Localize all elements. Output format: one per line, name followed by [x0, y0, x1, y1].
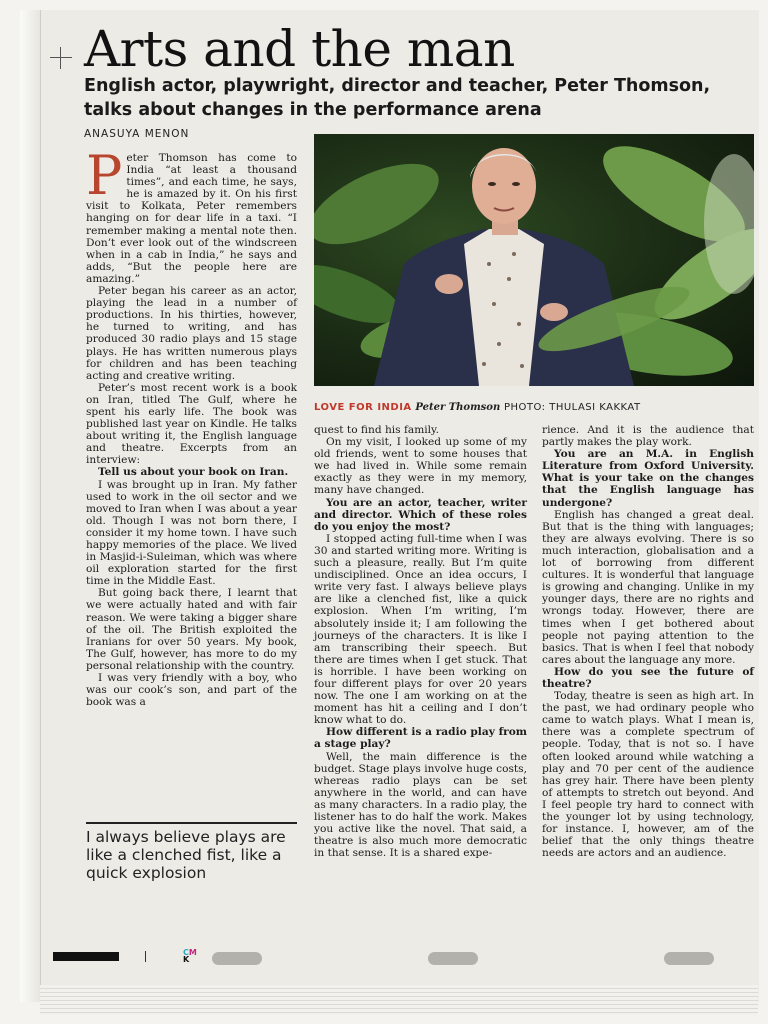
headline: Arts and the man [84, 19, 515, 78]
crop-mark [50, 47, 72, 69]
caption-credit: PHOTO: THULASI KAKKAT [503, 402, 641, 413]
photo-caption [314, 402, 754, 413]
paragraph: Today, theatre is seen as high art. In the past, we had ordinary people who came to watch plays. What I mean is, there was a complete spectrum of people. Today, that is not so. I have often looked around while watching a play and 70 per cent of the audience has grey hair. There have been plenty of attempts to stretch out beyond. And I feel people try hard to connect with the younger lot by using technology, for instance. I, however, am of the belief that the only things theatre needs are actors and an audience. [542, 690, 754, 860]
cmyk-c: C [183, 948, 189, 957]
column-2 [314, 424, 527, 859]
column-1 [86, 144, 297, 709]
page-edge-left [20, 10, 40, 1002]
column-3 [542, 424, 754, 859]
interview-question: How different is a radio play from a stage play? [314, 726, 527, 751]
paragraph: I stopped acting full-time when I was 30 and started writing more. Writing is such a pleasure, really. But I’m quite undisciplined. Once an idea occurs, I write very fast. I always believe plays are like a clenched fist, like a quick explosion. When I’m writing, I’m absolutely inside it; I am following the journeys of the characters. It is like I am transcribing their speech. But there are times when I get stuck. That is horrible. I have been working on four different plays for over 20 years now. The one I am working on at the moment has hit a ceiling and I don’t know what to do. [314, 532, 527, 727]
interview-question: Tell us about your book on Iran. [98, 466, 289, 479]
article-deck: English actor, playwright, director and teacher, Peter Thomson, talks about changes in the performance arena [84, 76, 711, 120]
paragraph: Peter began his career as an actor, playing the lead in a number of productions. In his thirties, however, he turned to writing, and has produced 30 radio plays and 15 stage plays. He has written numerous plays for children and has been teaching acting and creative writing. [86, 285, 297, 382]
paragraph: On my visit, I looked up some of my old friends, went to some houses that we had lived in. While some remain exactly as they were in my memory, many have changed. [314, 436, 527, 497]
paragraph: English has changed a great deal. But that is the thing with languages; they are always evolving. There is so much interaction, globalisation and a lot of borrowing from different cultures. It is wonderful that language is growing and changing. Unlike in my younger days, there are no rights and wrongs today. However, there are times when I get bothered about people not paying attention to the basics. That is when I feel that nobody cares about the language any more. [542, 508, 754, 666]
interview-question: You are an M.A. in English Literature from Oxford University. What is your take on the changes that the English language has undergone? [542, 448, 754, 509]
print-mark-pill [664, 952, 714, 965]
registration-tick [145, 951, 146, 962]
paragraph: Well, the main difference is the budget. Stage plays involve huge costs, whereas radio plays can be set anywhere in the world, and can have as many characters. In a radio play, the listener has to do half the work. Makes you active like the novel. That said, a theatre is also much more democratic in that sense. It is a shared expe- [314, 750, 527, 860]
cmyk-m: M [188, 948, 197, 957]
paragraph: But going back there, I learnt that we were actually hated and with fair reason. We were taking a bigger share of the oil. The British exploited the Iranians for over 50 years. My book, The Gulf, however, has more to do my personal relationship with the country. [86, 587, 297, 672]
interview-question: How do you see the future of theatre? [542, 665, 754, 690]
print-mark-pill [428, 952, 478, 965]
paragraph [86, 144, 297, 285]
cmyk-k: K [183, 955, 190, 964]
paragraph: quest to find his family. [314, 424, 439, 436]
caption-lead: LOVE FOR INDIA [314, 402, 412, 413]
page-edge-bottom [40, 985, 758, 1015]
paragraph: I was very friendly with a boy, who was our cook’s son, and part of the book was a [86, 672, 297, 709]
drop-cap: P [86, 144, 123, 207]
interview-question: You are an actor, teacher, writer and director. Which of these roles do you enjoy the most? [314, 496, 527, 533]
byline: ANASUYA MENON [84, 128, 190, 140]
paragraph: Peter’s most recent work is a book on Iran, titled The Gulf, where he spent his early life. The book was published last year on Kindle. He talks about writing it, the English language and theatre. Excerpts from an interview: [86, 381, 297, 467]
pull-quote: I always believe plays are like a clenched fist, like a quick explosion [86, 822, 297, 882]
print-mark-pill [212, 952, 262, 965]
photo-peter-thomson [314, 134, 754, 386]
portrait-illustration [314, 134, 754, 386]
registration-bar [53, 952, 119, 961]
paragraph-text: eter Thomson has come to India “at least a thousand times”, and each time, he says, he is amazed by it. On his first visit to Kolkata, Peter remembers hanging on for dear life in a taxi. “I remember making a mental note then. Don’t ever look out of the windscreen when in a cab in India,” he says and adds, “But the people here are amazing.” [86, 152, 297, 285]
color-registration-mark [183, 949, 197, 963]
caption-name: Peter Thomson [415, 402, 501, 413]
paragraph: rience. And it is the audience that partly makes the play work. [542, 424, 754, 449]
paragraph: I was brought up in Iran. My father used to work in the oil sector and we moved to Iran when I was about a year old. Though I was not born there, I consider it my home town. I have such happy memories of the place. We lived in Masjid-i-Suleiman, which was where oil exploration started for the first time in the Middle East. [86, 478, 297, 588]
